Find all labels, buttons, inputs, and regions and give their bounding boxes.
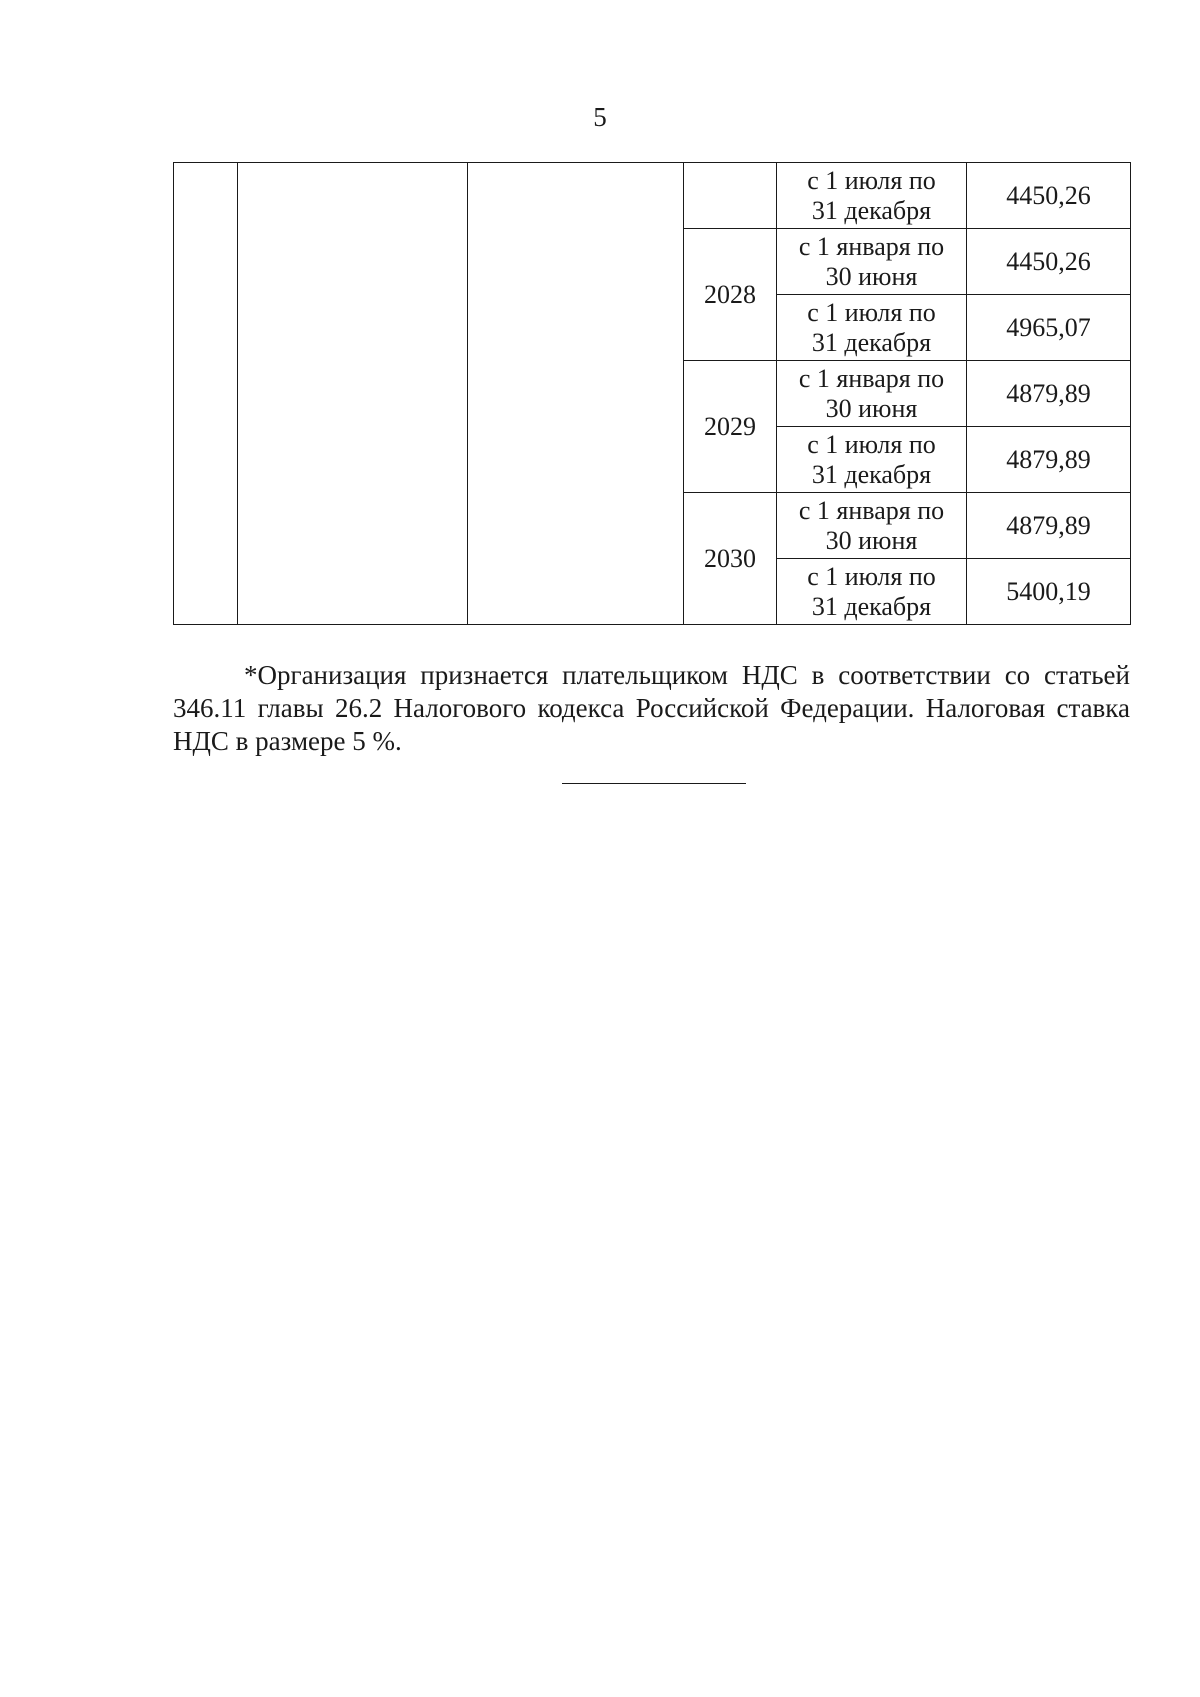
empty-cell-tariff-type — [468, 163, 684, 625]
footnote — [173, 659, 1130, 758]
tariff-value-cell: 4879,89 — [967, 427, 1131, 493]
tariff-value-cell: 4879,89 — [967, 493, 1131, 559]
period-cell: с 1 января по 30 июня — [777, 361, 967, 427]
period-cell: с 1 июля по 31 декабря — [777, 163, 967, 229]
period-cell: с 1 июля по 31 декабря — [777, 295, 967, 361]
end-of-document-rule — [562, 783, 746, 784]
empty-cell-number — [174, 163, 238, 625]
period-cell: с 1 июля по 31 декабря — [777, 559, 967, 625]
year-cell: 2030 — [684, 493, 777, 625]
empty-cell-organization — [238, 163, 468, 625]
page-number: 5 — [593, 102, 607, 132]
year-cell — [684, 163, 777, 229]
tariff-value-cell: 4965,07 — [967, 295, 1131, 361]
tariff-table — [173, 162, 1131, 625]
tariff-value-cell: 4450,26 — [967, 163, 1131, 229]
table-row — [174, 163, 1131, 229]
tariff-value-cell: 4450,26 — [967, 229, 1131, 295]
footnote-text: *Организация признается плательщиком НДС в соответствии со статьей 346.11 главы 26.2 Налогового кодекса Российской Федерации. Налоговая ставка НДС в размере 5 %. — [173, 660, 1130, 756]
period-cell: с 1 января по 30 июня — [777, 493, 967, 559]
year-cell: 2028 — [684, 229, 777, 361]
tariff-value-cell: 5400,19 — [967, 559, 1131, 625]
period-cell: с 1 июля по 31 декабря — [777, 427, 967, 493]
tariff-value-cell: 4879,89 — [967, 361, 1131, 427]
period-cell: с 1 января по 30 июня — [777, 229, 967, 295]
year-cell: 2029 — [684, 361, 777, 493]
